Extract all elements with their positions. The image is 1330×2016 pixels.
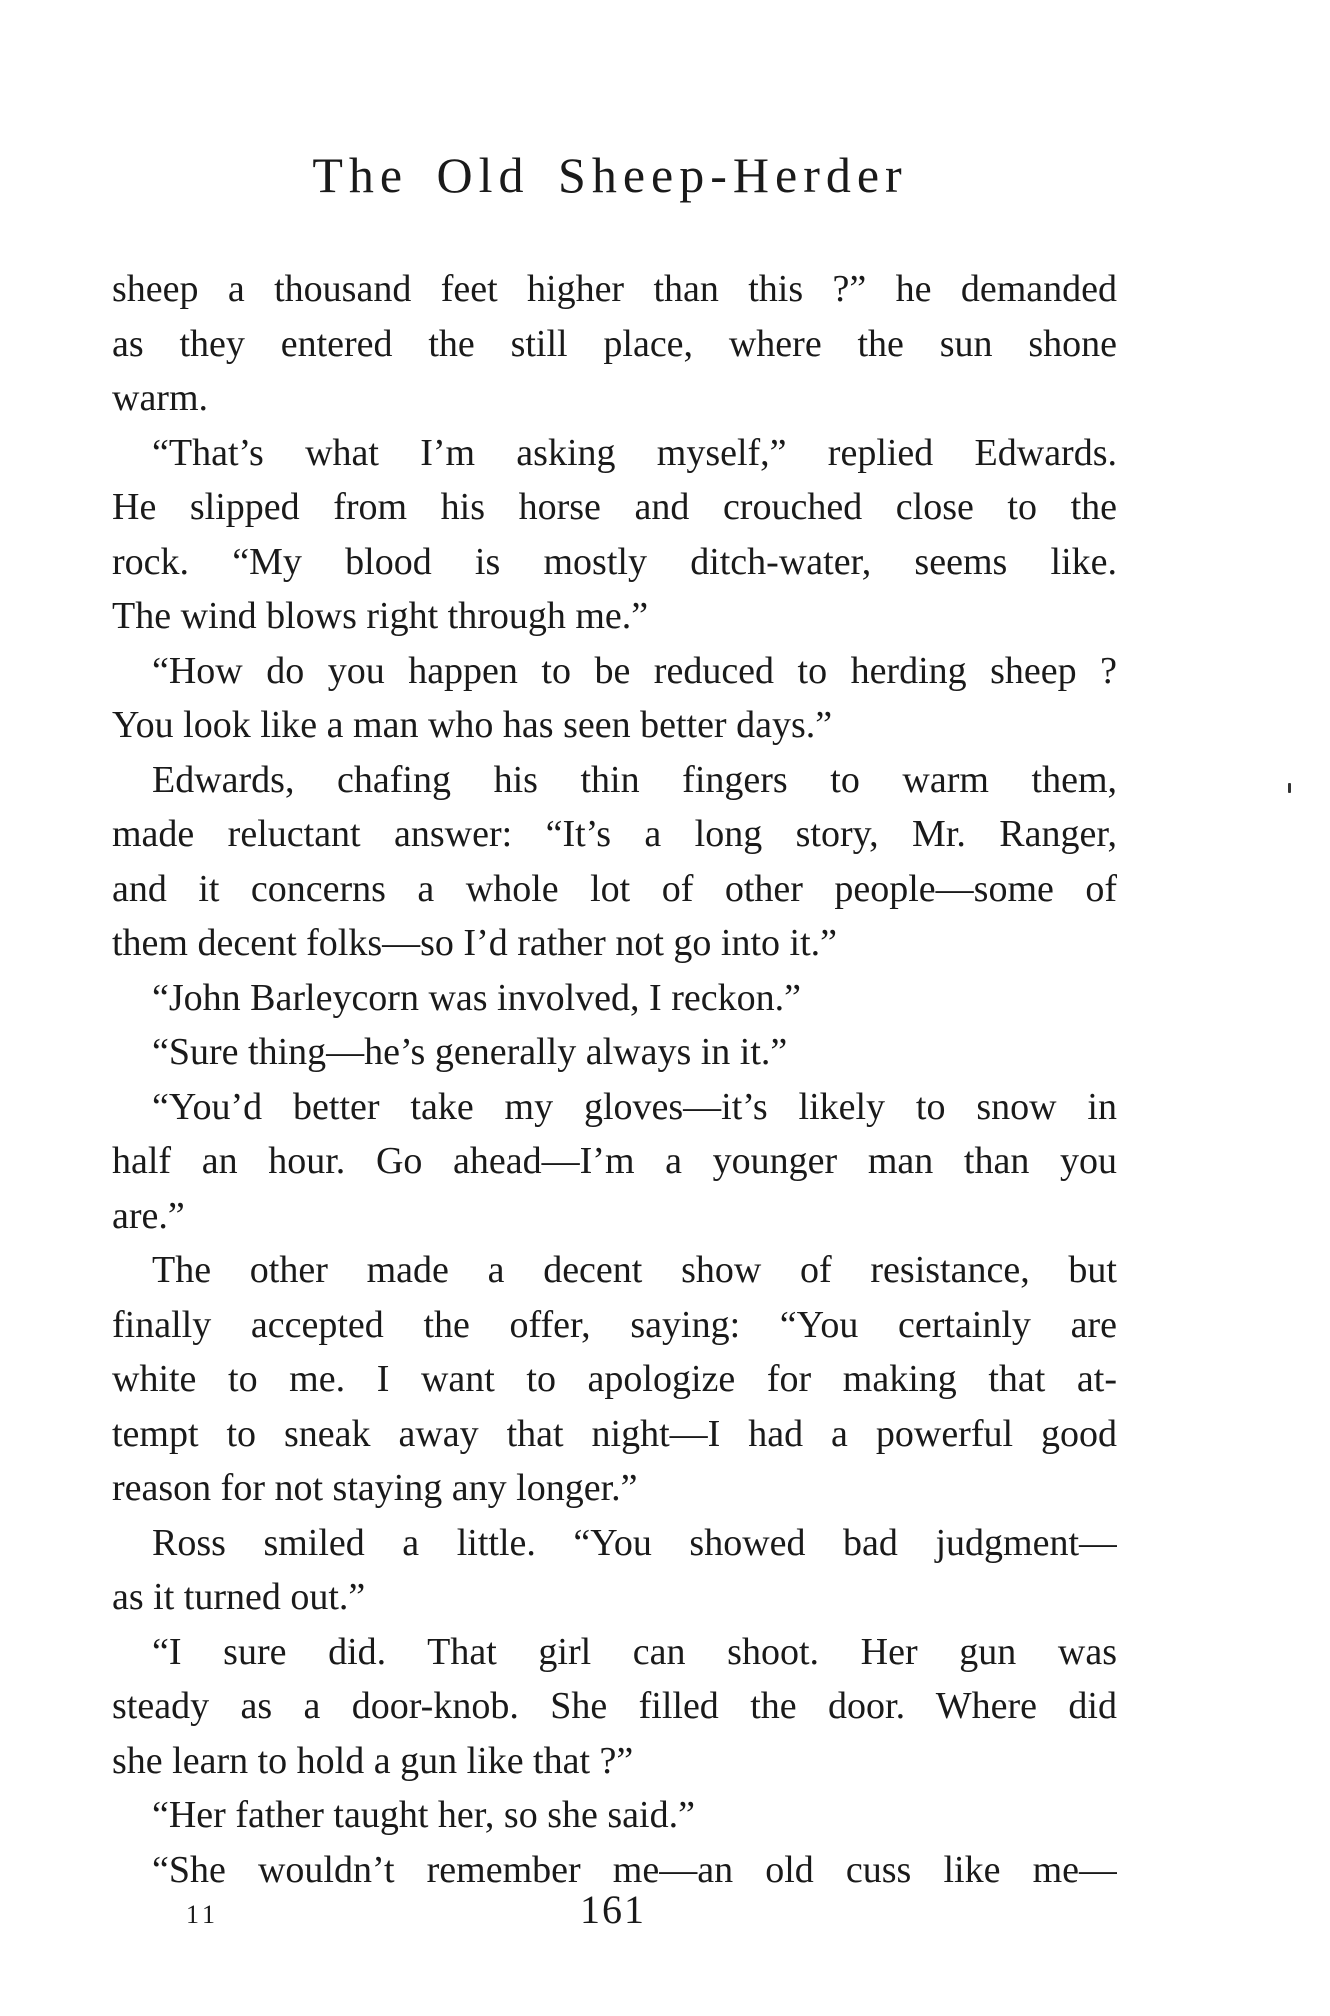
text-line: “John Barleycorn was involved, I reckon.” <box>152 976 801 1019</box>
text-line: tempt to sneak away that night—I had a powerful good <box>112 1412 1117 1455</box>
text-line: sheep a thousand feet higher than this ?” he demanded <box>112 268 1117 310</box>
text-line: and it concerns a whole lot of other people—some of <box>112 867 1117 910</box>
text-line: she learn to hold a gun like that ?” <box>112 1739 634 1782</box>
text-line: “I sure did. That girl can shoot. Her gun was <box>152 1630 1117 1673</box>
text-line: You look like a man who has seen better days.” <box>112 704 833 746</box>
text-line: as they entered the still place, where the sun shone <box>112 322 1117 365</box>
text-line: reason for not staying any longer.” <box>112 1467 638 1509</box>
text-line: “You’d better take my gloves—it’s likely to snow in <box>152 1085 1117 1128</box>
text-line: “That’s what I’m asking myself,” replied Edwards. <box>152 431 1117 474</box>
text-line: The wind blows right through me.” <box>112 595 649 637</box>
text-line: half an hour. Go ahead—I’m a younger man than you <box>112 1140 1117 1182</box>
text-line: “She wouldn’t remember me—an old cuss like me— <box>152 1848 1117 1891</box>
text-line: Edwards, chafing his thin fingers to warm them, <box>152 758 1117 801</box>
text-line: “Sure thing—he’s generally always in it.” <box>152 1031 788 1073</box>
text-line: “How do you happen to be reduced to herding sheep ? <box>152 649 1117 692</box>
ink-speck <box>1288 783 1291 793</box>
text-line: steady as a door-knob. She filled the door. Where did <box>112 1685 1117 1727</box>
page-number: 161 <box>580 1887 646 1932</box>
text-line: white to me. I want to apologize for making that at- <box>112 1358 1117 1400</box>
text-line: made reluctant answer: “It’s a long story, Mr. Ranger, <box>112 813 1117 855</box>
text-line: warm. <box>112 377 209 419</box>
text-line: are.” <box>112 1194 185 1237</box>
text-line: He slipped from his horse and crouched close to the <box>112 486 1117 528</box>
text-line: them decent folks—so I’d rather not go into it.” <box>112 922 837 964</box>
text-line: finally accepted the offer, saying: “You certainly are <box>112 1303 1117 1346</box>
body-text <box>112 262 1117 1897</box>
text-line: Ross smiled a little. “You showed bad judgment— <box>152 1521 1117 1564</box>
text-line: The other made a decent show of resistance, but <box>152 1249 1117 1291</box>
signature-mark: 11 <box>186 1900 220 1929</box>
running-title: The Old Sheep-Herder <box>312 147 908 203</box>
text-line: “Her father taught her, so she said.” <box>152 1794 695 1836</box>
text-line: rock. “My blood is mostly ditch-water, seems like. <box>112 540 1117 583</box>
text-line: as it turned out.” <box>112 1576 366 1618</box>
